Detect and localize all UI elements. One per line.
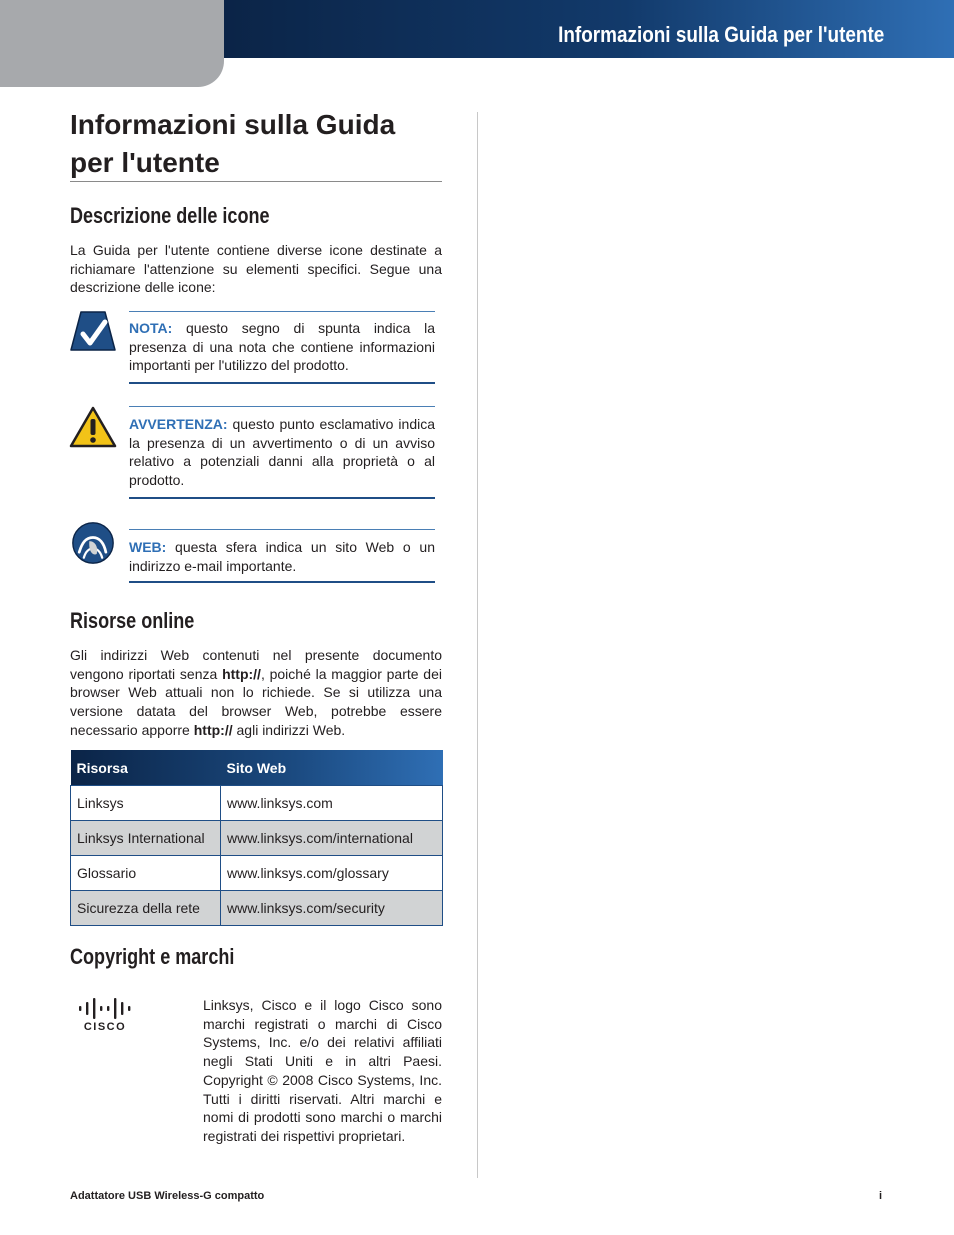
cisco-logo-text: CISCO: [83, 1021, 127, 1032]
note-text-avvertenza: [129, 415, 435, 490]
title-rule: [70, 181, 442, 182]
table-cell-url[interactable]: www.linksys.com/glossary: [221, 856, 443, 891]
table-header-risorsa: Risorsa: [76, 759, 128, 776]
table-header-row: [71, 750, 443, 786]
footer-product: Adattatore USB Wireless-G compatto: [70, 1190, 265, 1202]
note-box-web: [129, 529, 435, 583]
table-cell-url[interactable]: www.linksys.com: [221, 786, 443, 821]
table-row: [71, 786, 443, 821]
table-row: [71, 856, 443, 891]
resources-table: [70, 750, 443, 926]
table-cell-url[interactable]: www.linksys.com/international: [221, 821, 443, 856]
checkmark-icon: [69, 310, 117, 354]
header-bar: [224, 0, 954, 58]
online-text-1: Gli indirizzi Web contenuti nel presente documento vengono riportati senza: [70, 647, 442, 682]
copyright-text: Linksys, Cisco e il logo Cisco sono marchi registrati o marchi di Cisco Systems, Inc. e/o dei relativi affiliati negli Stati Uniti e in altri Paesi. Copyright © 2008 Cisco Systems, Inc. Tutti i diritti riservati. Altri marchi e nomi di prodotti sono marchi o marchi registrati dei rispettivi proprietari.: [203, 997, 442, 1144]
table-cell-url[interactable]: www.linksys.com/security: [221, 891, 443, 926]
table-header-sito: Sito Web: [226, 759, 287, 776]
online-http-2: http://: [193, 721, 233, 738]
warning-icon: [69, 405, 117, 449]
note-body-avvertenza: questo punto esclamativo indica la presenza di un avvertimento o di un avviso relativo a potenziali danni alla proprietà o al prodotto.: [129, 416, 435, 489]
footer-page-number: i: [879, 1190, 883, 1202]
note-text-web: [129, 538, 435, 575]
note-label-nota: NOTA:: [129, 320, 173, 336]
table-cell-resource: Linksys: [71, 786, 221, 821]
section-heading-copyright: Copyright e marchi: [70, 944, 235, 969]
online-paragraph: [70, 646, 442, 740]
note-label-web: WEB:: [129, 539, 167, 555]
section-heading-icons: Descrizione delle icone: [70, 203, 270, 228]
table-cell-resource: Linksys International: [71, 821, 221, 856]
note-label-avvertenza: AVVERTENZA:: [129, 416, 228, 432]
column-divider: [477, 112, 478, 1178]
section-heading-online: Risorse online: [70, 608, 195, 633]
note-box-avvertenza: [129, 406, 435, 499]
table-row: [71, 821, 443, 856]
note-body-nota: questo segno di spunta indica la presenza di una nota che contiene informazioni importanti per l'utilizzo del prodotto.: [129, 320, 435, 374]
note-text-nota: [129, 319, 435, 375]
corner-tab: [0, 0, 224, 87]
online-http-1: http://: [222, 665, 261, 682]
table-cell-resource: Glossario: [71, 856, 221, 891]
table-row: [71, 891, 443, 926]
online-text-2: , poiché la maggior parte dei browser Web attuali non lo richiede. Se si utilizza una versione datata del browser Web, potrebbe essere necessario apporre: [70, 665, 442, 738]
table-cell-resource: Sicurezza della rete: [71, 891, 221, 926]
header-title: Informazioni sulla Guida per l'utente: [557, 22, 884, 47]
icons-intro: La Guida per l'utente contiene diverse icone destinate a richiamare l'attenzione su elementi specifici. Segue una descrizione delle icone:: [70, 242, 442, 296]
page-title: Informazioni sulla Guida per l'utente: [70, 109, 396, 178]
note-box-nota: [129, 311, 435, 384]
note-body-web: questa sfera indica un sito Web o un indirizzo e-mail importante.: [129, 539, 435, 574]
online-text-3: agli indirizzi Web.: [232, 721, 346, 738]
cisco-logo-icon: [78, 998, 132, 1032]
globe-icon: [69, 521, 117, 565]
